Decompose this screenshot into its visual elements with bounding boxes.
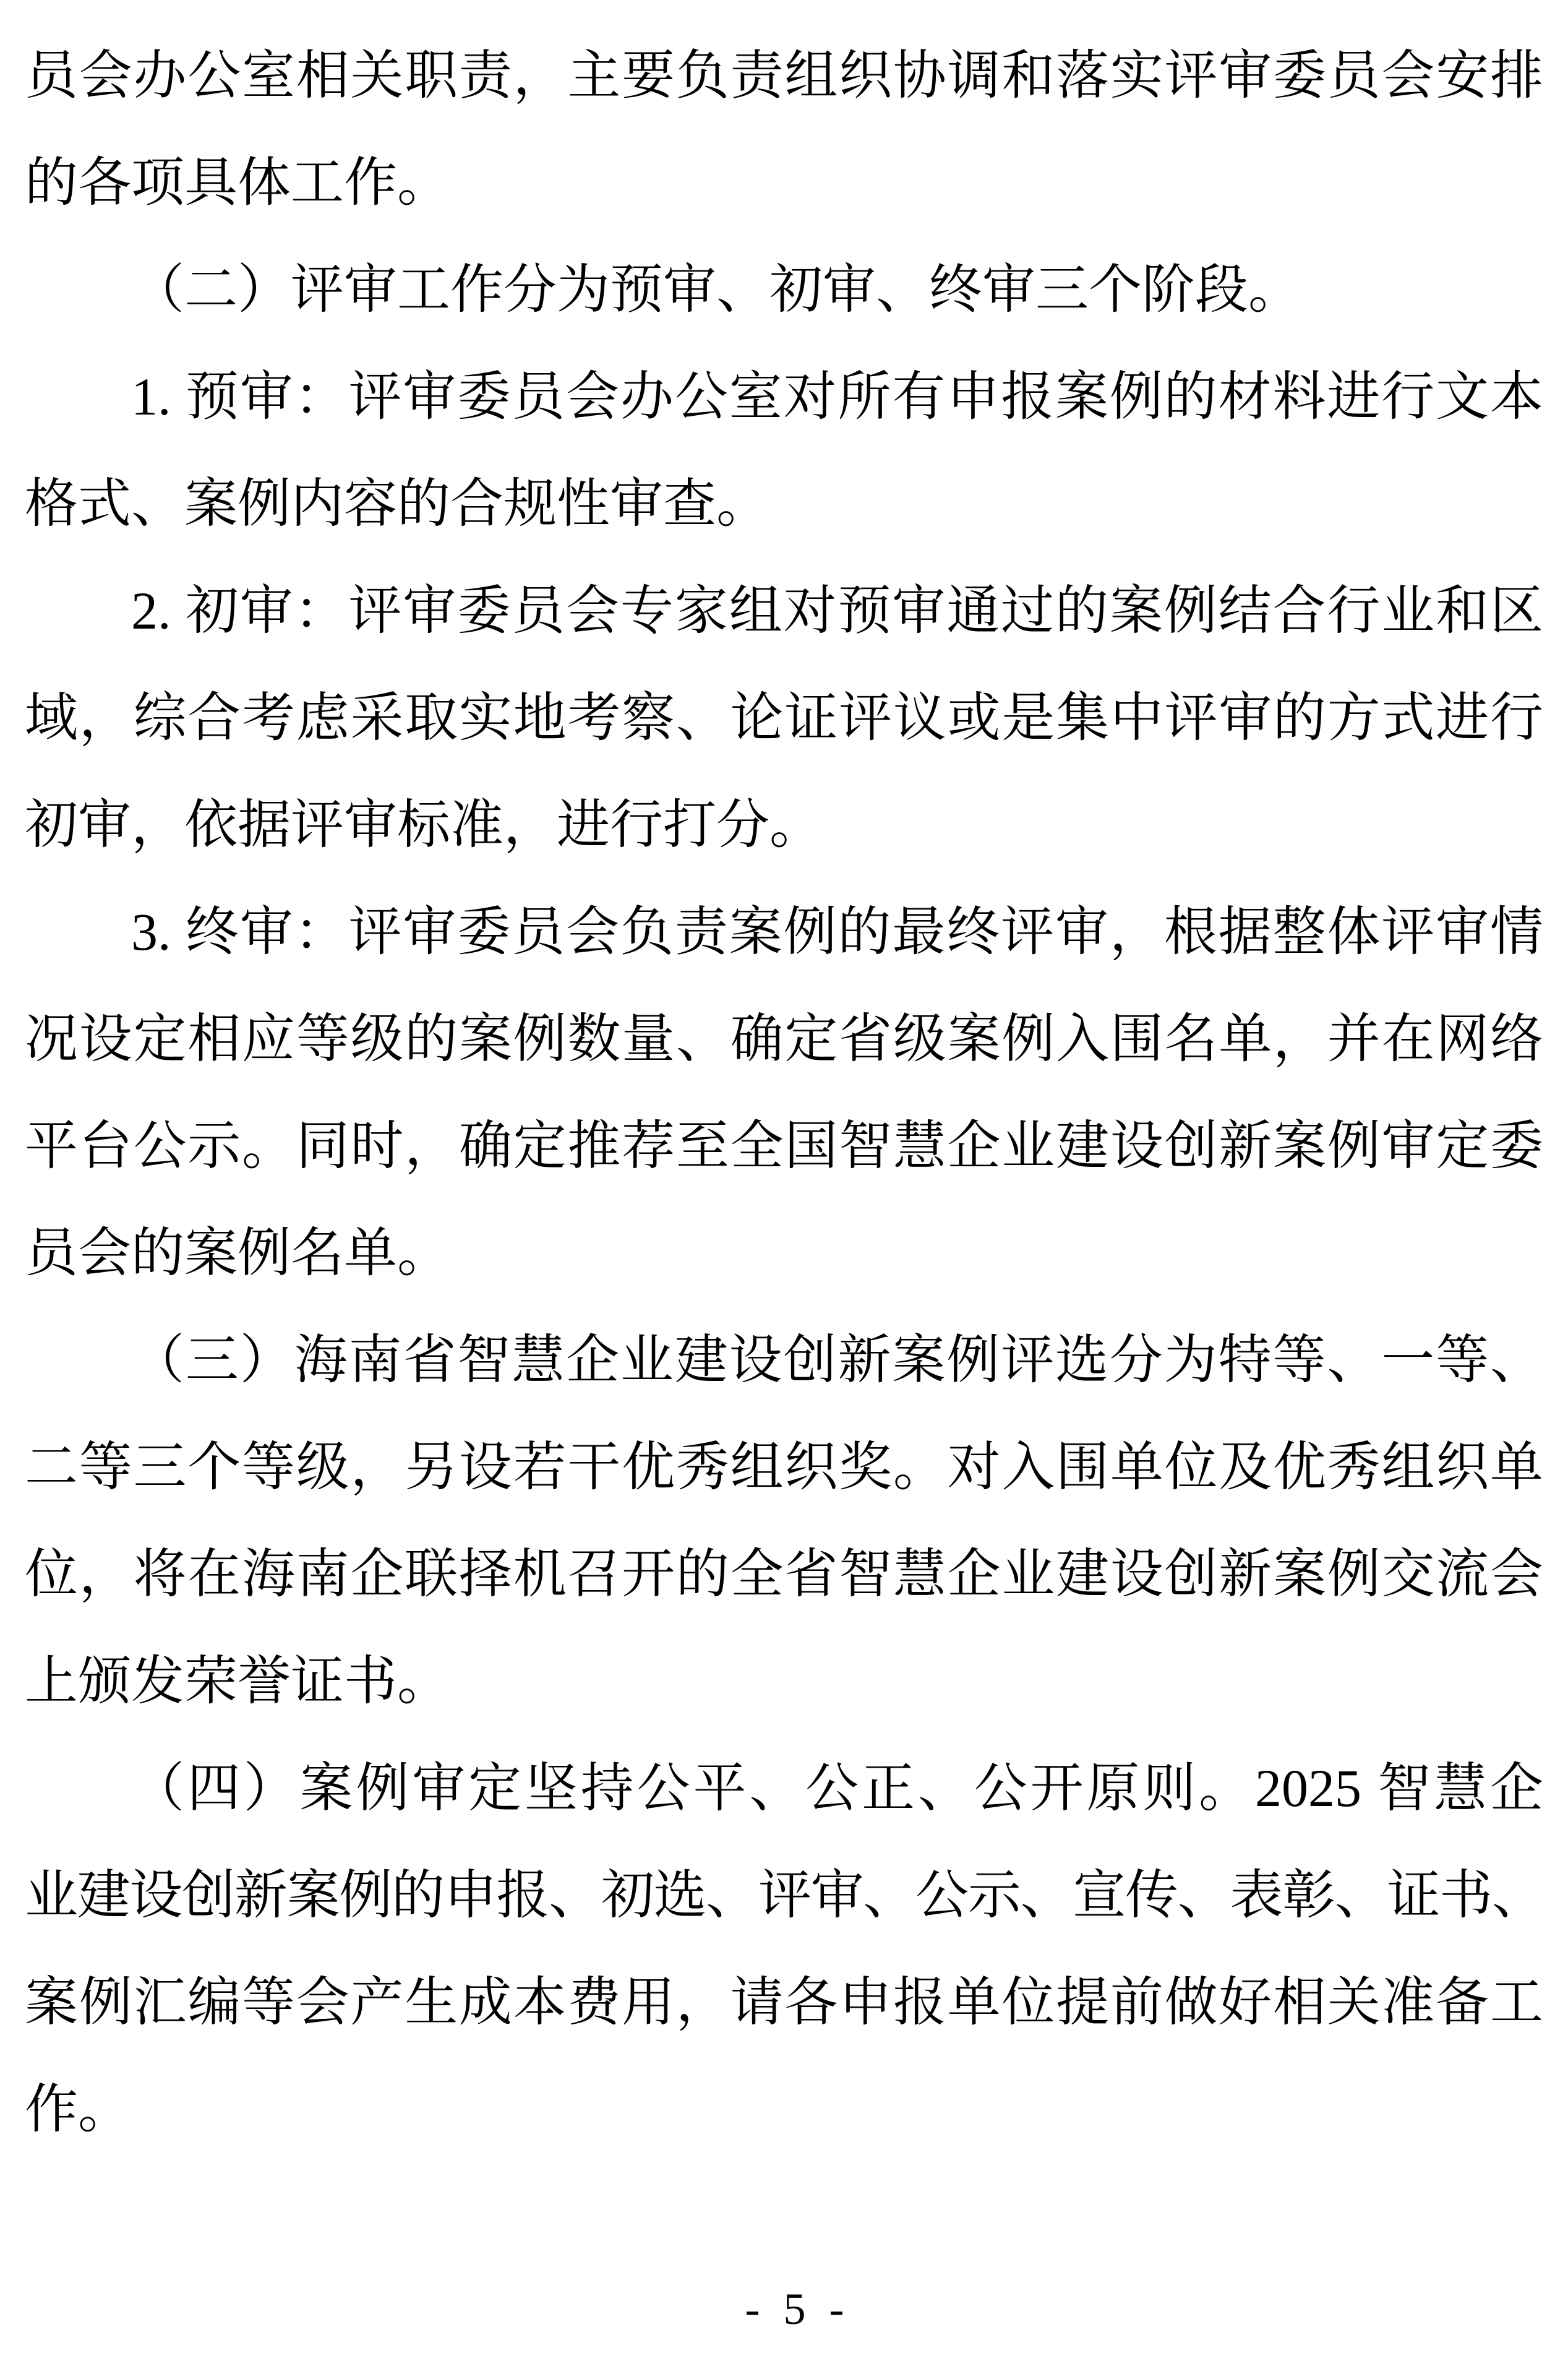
doc-line: 案例汇编等会产生成本费用，请各申报单位提前做好相关准备工 — [25, 1972, 1543, 2032]
doc-line: 初审，依据评审标准，进行打分。 — [25, 795, 823, 854]
page-number: - 5 - — [745, 2284, 850, 2334]
doc-line: 位，将在海南企联择机召开的全省智慧企业建设创新案例交流会 — [25, 1544, 1543, 1604]
doc-line: 平台公示。同时，确定推荐至全国智慧企业建设创新案例审定委 — [25, 1116, 1543, 1176]
doc-line: 格式、案例内容的合规性审查。 — [25, 474, 769, 533]
doc-line: 员会办公室相关职责，主要负责组织协调和落实评审委员会安排 — [25, 46, 1543, 105]
doc-line: 3. 终审：评审委员会负责案例的最终评审，根据整体评审情 — [131, 902, 1543, 961]
doc-line: 作。 — [25, 2079, 131, 2139]
doc-line: （四）案例审定坚持公平、公正、公开原则。2025 智慧企 — [131, 1758, 1543, 1818]
doc-line: 员会的案例名单。 — [25, 1223, 450, 1283]
doc-line: （三）海南省智慧企业建设创新案例评选分为特等、一等、 — [131, 1330, 1543, 1390]
doc-line: 业建设创新案例的申报、初选、评审、公示、宣传、表彰、证书、 — [25, 1865, 1543, 1925]
doc-line: 1. 预审：评审委员会办公室对所有申报案例的材料进行文本 — [131, 367, 1543, 426]
doc-line: 的各项具体工作。 — [25, 153, 450, 212]
doc-line: 况设定相应等级的案例数量、确定省级案例入围名单，并在网络 — [25, 1009, 1543, 1069]
document-body — [25, 22, 1543, 2163]
doc-line: （二）评审工作分为预审、初审、终审三个阶段。 — [131, 260, 1301, 319]
doc-line: 二等三个等级，另设若干优秀组织奖。对入围单位及优秀组织单 — [25, 1437, 1543, 1497]
doc-line: 上颁发荣誉证书。 — [25, 1651, 450, 1711]
doc-line: 域，综合考虑采取实地考察、论证评议或是集中评审的方式进行 — [25, 688, 1543, 747]
doc-line: 2. 初审：评审委员会专家组对预审通过的案例结合行业和区 — [131, 581, 1543, 640]
